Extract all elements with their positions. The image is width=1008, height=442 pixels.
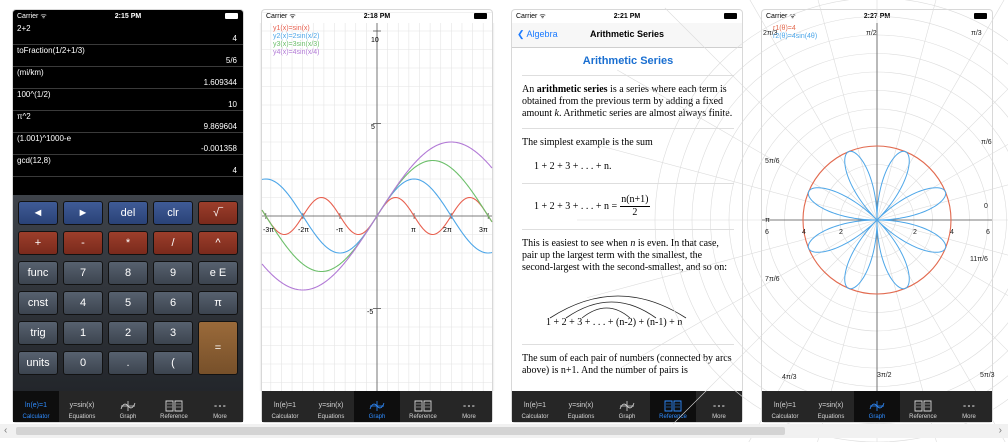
digit-9-key[interactable]: 9	[153, 261, 193, 285]
numerator: n(n+1)	[621, 194, 649, 205]
example-intro: The simplest example is the sum	[522, 137, 653, 148]
arc-diagram	[522, 280, 734, 336]
more-icon: ∘∘∘	[962, 402, 976, 410]
x-tick-label: -2π	[298, 227, 310, 234]
navigation-bar	[512, 23, 742, 48]
carrier-label: Carrier ᯤ	[516, 13, 546, 20]
digit-2-key[interactable]: 2	[108, 321, 148, 345]
tab-equations[interactable]	[308, 391, 354, 422]
polar-spoke	[877, 0, 1008, 220]
angle-label: π/3	[971, 30, 982, 37]
tab-label: More	[712, 414, 726, 420]
tab-bar	[512, 391, 742, 422]
graph-icon	[869, 397, 885, 414]
scroll-left-icon[interactable]: ‹	[4, 425, 8, 436]
polar-graph-screen	[762, 10, 995, 422]
angle-label: π	[765, 217, 770, 224]
chevron-left-icon: ❮	[517, 29, 527, 39]
x-tick-label: -π	[336, 227, 344, 234]
formula-lhs: 1 + 2 + 3 + . . . + n =	[534, 200, 618, 212]
pairing-equation: 1 + 2 + 3 + . . . + (n-2) + (n-1) + n	[546, 317, 683, 328]
reference-screen	[512, 10, 742, 422]
carrier-label: Carrier ᯤ	[17, 13, 47, 20]
graph-icon	[619, 397, 635, 414]
digit-5-key[interactable]: 5	[108, 291, 148, 315]
legend-y2: y2(x)=2sin(x/2)	[273, 33, 320, 40]
history-row[interactable]	[13, 133, 243, 155]
history-row[interactable]	[13, 67, 243, 89]
clear-key[interactable]: clr	[153, 201, 193, 225]
history-row[interactable]	[13, 23, 243, 45]
tab-bar	[762, 391, 992, 422]
equations-tab-icon: y=sin(x)	[69, 402, 95, 409]
power-key[interactable]: ^	[198, 231, 238, 255]
book-icon	[914, 397, 932, 414]
book-icon	[414, 397, 432, 414]
tab-equations[interactable]	[59, 391, 105, 422]
fraction	[620, 194, 649, 219]
tab-graph[interactable]	[604, 391, 650, 422]
cursor-left-key[interactable]: ◄	[18, 201, 58, 225]
battery-icon	[225, 13, 238, 19]
history-row[interactable]	[13, 89, 243, 111]
digit-1-key[interactable]: 1	[63, 321, 103, 345]
x-tick-label: π	[411, 227, 416, 234]
divider	[522, 128, 734, 129]
status-time: 2:27 PM	[863, 13, 891, 20]
digit-6-key[interactable]: 6	[153, 291, 193, 315]
status-time: 2:18 PM	[363, 13, 391, 20]
equations-tab-icon: y=sin(x)	[818, 402, 844, 409]
history-expression: π^2	[17, 112, 31, 121]
angle-label: 7π/6	[765, 276, 780, 283]
sum-formula	[534, 194, 734, 219]
divider	[522, 344, 734, 345]
angle-label: 5π/6	[765, 158, 780, 165]
legend-y1: y1(x)=sin(x)	[273, 25, 310, 32]
tab-label: Equations	[817, 414, 845, 420]
tab-label: Calculator	[521, 414, 549, 420]
history-row[interactable]	[13, 45, 243, 67]
history-result: 4	[232, 34, 237, 43]
graph-icon	[369, 397, 385, 414]
multiply-key[interactable]: *	[108, 231, 148, 255]
article-body[interactable]	[522, 47, 734, 377]
tab-label: Reference	[909, 414, 937, 420]
tab-label: Graph	[368, 414, 386, 420]
x-tick-label: 2π	[443, 227, 452, 234]
tab-label: Calculator	[771, 414, 799, 420]
tab-calculator[interactable]	[262, 391, 308, 422]
digit-7-key[interactable]: 7	[63, 261, 103, 285]
pairing-arcs	[522, 280, 734, 320]
battery-icon	[724, 13, 737, 19]
y-tick-label: 5	[371, 124, 375, 131]
status-bar	[262, 10, 492, 23]
angle-label: 5π/3	[980, 372, 995, 379]
tab-label: Equations	[567, 414, 595, 420]
history-expression: toFraction(1/2+1/3)	[17, 46, 85, 55]
history-result: 4	[232, 166, 237, 175]
history-expression: 2+2	[17, 24, 31, 33]
page-title: Arithmetic Series	[589, 29, 665, 39]
sum-equation: 1 + 2 + 3 + . . . + n.	[534, 161, 612, 172]
x-tick-label: -3π	[263, 227, 275, 234]
history-expression: (mi/km)	[17, 68, 44, 77]
history-result: 9.869604	[203, 122, 237, 131]
graph-labels	[263, 37, 488, 402]
history-expression: (1.001)^1000-e	[17, 134, 72, 143]
tab-reference[interactable]	[650, 391, 696, 422]
polar-graph[interactable]	[762, 23, 995, 391]
graph-axes	[262, 23, 492, 401]
more-icon: ∘∘∘	[712, 402, 726, 410]
minus-key[interactable]: -	[63, 231, 103, 255]
x-tick-label: 3π	[479, 227, 488, 234]
pair-sum-paragraph: The sum of each pair of numbers (connected by arcs above) is n+1. And the number of pairs is	[522, 353, 732, 376]
polar-spoke	[877, 8, 1008, 220]
tab-label: Reference	[160, 414, 188, 420]
calculator-tab-icon: ln(e)=1	[774, 402, 796, 409]
book-icon	[165, 397, 183, 414]
tab-graph[interactable]	[854, 391, 900, 422]
equations-tab-icon: y=sin(x)	[318, 402, 344, 409]
tab-label: Reference	[409, 414, 437, 420]
legend-r2: r2(θ)=4sin(4θ)	[773, 33, 818, 40]
calculator-tab-icon: ln(e)=1	[274, 402, 296, 409]
digit-0-key[interactable]: 0	[63, 351, 103, 375]
history-row[interactable]	[13, 111, 243, 133]
tab-label: More	[462, 414, 476, 420]
divider	[522, 229, 734, 230]
paren-key[interactable]: (	[153, 351, 193, 375]
history-result: 10	[228, 100, 237, 109]
radius-label: 4	[950, 229, 954, 236]
status-bar	[13, 10, 243, 23]
legend-r1: r1(θ)=4	[773, 25, 796, 32]
divider	[522, 75, 734, 76]
tab-bar	[13, 391, 243, 422]
radius-label: 4	[802, 229, 806, 236]
sqrt-key[interactable]: √‾	[198, 201, 238, 225]
angle-label: 11π/6	[970, 256, 988, 263]
legend-y3: y3(x)=3sin(x/3)	[273, 41, 320, 48]
calculator-tab-icon: ln(e)=1	[25, 402, 47, 409]
trig-key[interactable]: trig	[18, 321, 58, 345]
tab-label: Equations	[68, 414, 96, 420]
history-expression: gcd(12,8)	[17, 156, 51, 165]
tab-calculator[interactable]	[762, 391, 808, 422]
tab-reference[interactable]	[400, 391, 446, 422]
digit-4-key[interactable]: 4	[63, 291, 103, 315]
keypad	[13, 195, 243, 391]
more-icon: ∘∘∘	[462, 402, 476, 410]
battery-icon	[974, 13, 987, 19]
article-heading: Arithmetic Series	[582, 55, 674, 67]
graph-icon	[120, 397, 136, 414]
horizontal-scrollbar[interactable]	[0, 424, 1008, 438]
tab-bar	[262, 391, 492, 422]
tab-calculator[interactable]	[13, 391, 59, 422]
polar-spoke	[877, 220, 1008, 370]
calculator-screen	[13, 10, 243, 422]
equations-tab-icon: y=sin(x)	[568, 402, 594, 409]
legend-y4: y4(x)=4sin(x/4)	[273, 49, 320, 56]
scrollbar-thumb[interactable]	[16, 427, 785, 435]
units-key[interactable]: units	[18, 351, 58, 375]
radius-label: 6	[765, 229, 769, 236]
func-key[interactable]: func	[18, 261, 58, 285]
history-result: -0.001358	[200, 144, 237, 153]
history-result: 1.609344	[203, 78, 237, 87]
tab-graph[interactable]	[105, 391, 151, 422]
status-bar	[512, 10, 742, 23]
angle-label: π/6	[981, 139, 992, 146]
tab-more[interactable]	[446, 391, 492, 422]
equals-key[interactable]: =	[198, 321, 238, 375]
more-icon: ∘∘∘	[213, 402, 227, 410]
decimal-key[interactable]: .	[108, 351, 148, 375]
tab-graph[interactable]	[354, 391, 400, 422]
angle-label: 2π/3	[763, 30, 778, 37]
digit-3-key[interactable]: 3	[153, 321, 193, 345]
status-time: 2:21 PM	[613, 13, 641, 20]
tab-label: More	[213, 414, 227, 420]
battery-icon	[474, 13, 487, 19]
book-icon	[664, 397, 682, 414]
carrier-label: Carrier ᯤ	[766, 13, 796, 20]
radius-label: 6	[986, 229, 990, 236]
constants-key[interactable]: cnst	[18, 291, 58, 315]
carrier-label: Carrier ᯤ	[266, 13, 296, 20]
radius-label: 2	[913, 229, 917, 236]
history-row[interactable]	[13, 155, 243, 177]
calc-history[interactable]	[13, 23, 243, 195]
angle-label: 0	[984, 203, 988, 210]
tab-label: Calculator	[22, 414, 50, 420]
digit-8-key[interactable]: 8	[108, 261, 148, 285]
tab-calculator[interactable]	[512, 391, 558, 422]
tab-label: Calculator	[271, 414, 299, 420]
tab-label: Equations	[317, 414, 345, 420]
angle-label: 3π/2	[877, 372, 892, 379]
denominator: 2	[632, 207, 638, 218]
function-graph[interactable]	[262, 23, 492, 391]
definition-paragraph: An arithmetic series is a series where each term is obtained from the previous term by adding a fixed amount k. Arithmetic series are almost always finite.	[522, 84, 733, 119]
tab-label: Graph	[618, 414, 636, 420]
tab-label: Graph	[868, 414, 886, 420]
calculator-tab-icon: ln(e)=1	[524, 402, 546, 409]
radius-label: 2	[839, 229, 843, 236]
angle-label: 4π/3	[782, 374, 797, 381]
tab-more[interactable]	[197, 391, 243, 422]
y-tick-label: 10	[371, 37, 379, 44]
tab-reference[interactable]	[151, 391, 197, 422]
delete-key[interactable]: del	[108, 201, 148, 225]
pairing-paragraph: This is easiest to see when n is even. In that case, pair up the largest term with the smallest, the second-largest with the second-smallest, and so on:	[522, 238, 728, 273]
back-label: Algebra	[526, 29, 558, 39]
scroll-right-icon[interactable]: ›	[998, 425, 1002, 436]
history-expression: 100^(1/2)	[17, 90, 51, 99]
tab-more[interactable]	[696, 391, 742, 422]
status-time: 2:15 PM	[114, 13, 142, 20]
divide-key[interactable]: /	[153, 231, 193, 255]
plus-key[interactable]: +	[18, 231, 58, 255]
graph-screen	[262, 10, 492, 422]
tab-label: More	[962, 414, 976, 420]
pi-key[interactable]: π	[198, 291, 238, 315]
history-result: 5/6	[225, 56, 237, 65]
tab-more[interactable]	[946, 391, 992, 422]
divider	[522, 183, 734, 184]
cursor-right-key[interactable]: ►	[63, 201, 103, 225]
y-tick-label: -5	[367, 309, 374, 316]
tab-label: Graph	[119, 414, 137, 420]
exponent-key[interactable]: e E	[198, 261, 238, 285]
tab-equations[interactable]	[808, 391, 854, 422]
tab-label: Reference	[659, 414, 687, 420]
tab-equations[interactable]	[558, 391, 604, 422]
angle-label: π/2	[866, 30, 877, 37]
tab-reference[interactable]	[900, 391, 946, 422]
